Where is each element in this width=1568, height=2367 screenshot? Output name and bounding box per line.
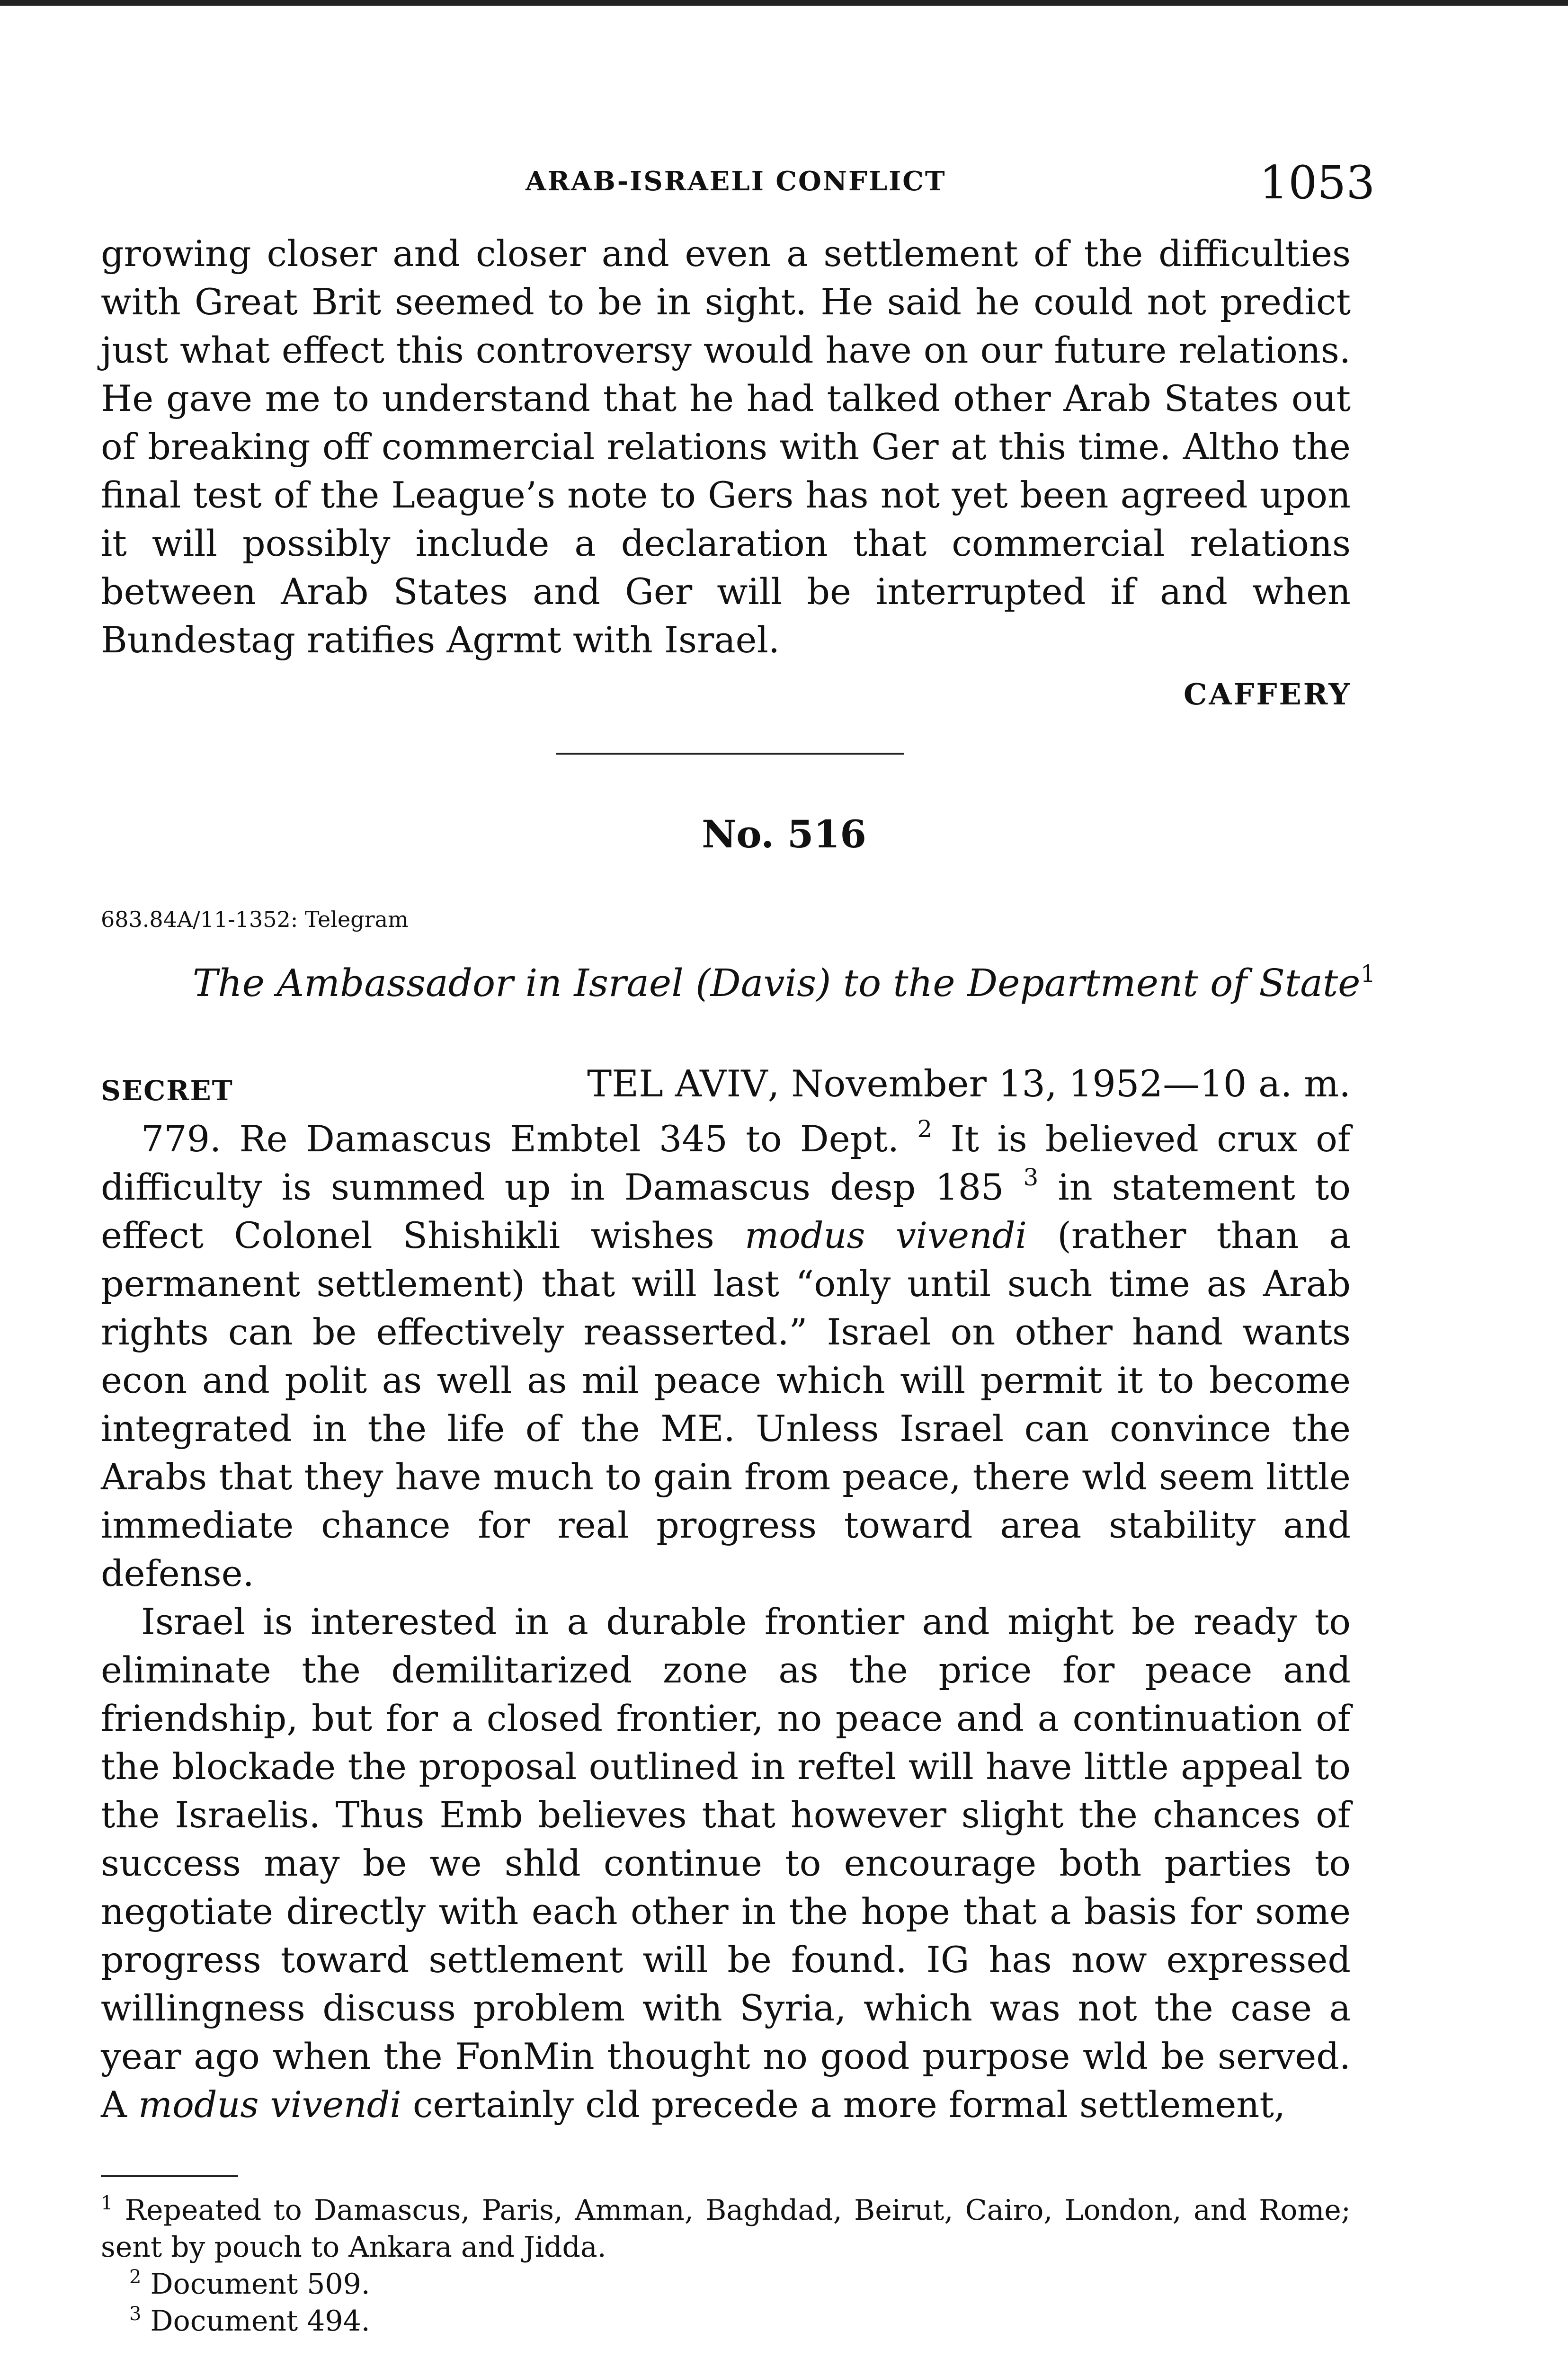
para2-part-b: certainly cld precede a more formal settlement,	[401, 2083, 1286, 2126]
title-footnote-marker: 1	[1360, 960, 1376, 988]
dateline-place: TEL AVIV	[587, 1063, 768, 1105]
footnote-3-marker: 3	[129, 2303, 142, 2325]
footnote-2	[101, 2266, 1351, 2303]
para1-part-b: It is believed crux of difficulty is summed up in Damascus desp 185	[101, 1118, 1351, 1208]
para1-part-c: in statement to effect Colonel Shishikli wishes	[101, 1166, 1351, 1256]
para2-part-a: Israel is interested in a durable frontier and might be ready to eliminate the demilitarized zone as the price for peace and friendship, but for a closed frontier, no peace and a continuation of the blockade the proposal outlined in reftel will have little appeal to the Israelis. Thus Emb believes that however slight the chances of success may be we shld continue to encourage both parties to negotiate directly with each other in the hope that a basis for some progress toward settlement will be found. IG has now expressed willingness discuss problem with Syria, which was not the case a year ago when the FonMin thought no good purpose wld be served. A	[101, 1601, 1351, 2126]
footnote-1	[101, 2192, 1351, 2266]
file-reference: 683.84A/11-1352: Telegram	[101, 907, 409, 932]
running-title: ARAB-ISRAELI CONFLICT	[526, 166, 946, 197]
telegram-paragraph-1	[101, 1115, 1351, 1598]
document-number: No. 516	[702, 812, 866, 856]
running-head	[0, 156, 1568, 208]
dateline	[568, 1063, 1351, 1105]
para1-part-d: (rather than a permanent settlement) that will last “only until such time as Arab rights can be effectively reasserted.” Israel on other hand wants econ and polit as well as mil peace which will permit it to become integrated in the life of the ME. Unless Israel can convince the Arabs that they have much to gain from peace, there wld seem little immediate chance for real progress toward area stability and defense.	[101, 1214, 1351, 1594]
footnote-3-text: Document 494.	[141, 2305, 370, 2338]
footnote-3	[101, 2303, 1351, 2340]
para1-part-a: 779. Re Damascus Embtel 345 to Dept.	[141, 1118, 900, 1160]
footnotes	[101, 2192, 1351, 2340]
section-divider	[556, 753, 904, 755]
para1-italic: modus vivendi	[745, 1214, 1027, 1256]
continued-paragraph: growing closer and closer and even a settlement of the difficulties with Great Brit seemed to be in sight. He said he could not predict just what effect this controversy would have on our future relations. He gave me to understand that he had talked other Arab States out of breaking off commercial relations with Ger at this time. Altho the final test of the League’s note to Gers has not yet been agreed upon it will possibly include a declaration that commercial relations between Arab States and Ger will be interrupted if and when Bundestag ratifies Agrmt with Israel.	[101, 232, 1351, 661]
footnote-1-text: Repeated to Damascus, Paris, Amman, Baghdad, Beirut, Cairo, London, and Rome; sent by pouch to Ankara and Jidda.	[101, 2194, 1351, 2264]
document-title	[0, 961, 1568, 1005]
footnote-marker-3: 3	[1023, 1164, 1039, 1191]
classification-label: SECRET	[101, 1075, 233, 1107]
footnote-2-marker: 2	[129, 2266, 142, 2288]
footnote-marker-2: 2	[917, 1115, 933, 1143]
telegram-body	[101, 1115, 1351, 2129]
continued-text	[101, 230, 1351, 664]
signature: CAFFERY	[1184, 677, 1352, 712]
para2-italic: modus vivendi	[138, 2083, 401, 2126]
dateline-date: , November 13, 1952—10 a. m.	[767, 1063, 1351, 1105]
footnote-rule	[101, 2175, 238, 2177]
document-title-text: The Ambassador in Israel (Davis) to the Department of State	[192, 961, 1361, 1005]
telegram-paragraph-2	[101, 1598, 1351, 2129]
page-number: 1053	[1259, 156, 1375, 209]
footnote-2-text: Document 509.	[141, 2268, 370, 2301]
footnote-1-marker: 1	[101, 2192, 113, 2214]
top-edge-rule	[0, 0, 1568, 6]
